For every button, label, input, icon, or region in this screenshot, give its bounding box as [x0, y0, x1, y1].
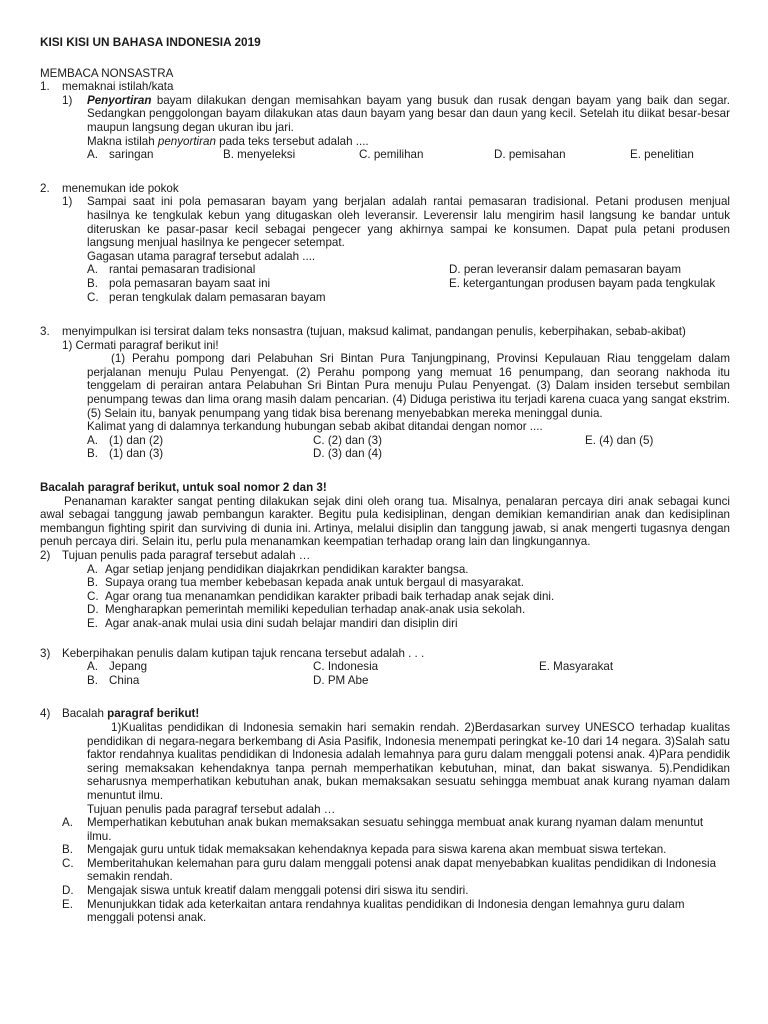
- option-text: Supaya orang tua member kebebasan kepada anak untuk bergaul di masyarakat.: [105, 576, 524, 590]
- passage-text: bayam dilakukan dengan memisahkan bayam yang busuk dan rusak dengan bayam yang baik dan segar. Sedangkan penggolongan bayam dilakukan atas daun bayam yang besar dan daun yang kecil. Setelah itu diikat besar-besar maupun langsung degan ukuran ibu jari.: [87, 93, 730, 134]
- option-d[interactable]: D. (3) dan (4): [313, 447, 382, 461]
- question-number: 3): [40, 646, 51, 660]
- option-letter: A.: [62, 816, 73, 830]
- option-text: peran tengkulak dalam pemasaran bayam: [109, 290, 326, 304]
- term: Penyortiran: [87, 93, 152, 107]
- question-number: 3.: [40, 325, 50, 339]
- option-d[interactable]: D. pemisahan: [494, 148, 566, 162]
- option-text: Memperhatikan kebutuhan anak bukan memaksakan sesuatu sehingga membuat anak kurang nyaman dalam menuntut ilmu.: [87, 816, 704, 843]
- option-e[interactable]: E. Masyarakat: [539, 660, 614, 674]
- option-letter: C.: [62, 856, 74, 870]
- option-e[interactable]: [87, 617, 730, 631]
- option-c[interactable]: [87, 590, 730, 604]
- option-text: Jepang: [109, 660, 148, 674]
- section-heading: MEMBACA NONSASTRA: [40, 66, 174, 80]
- option-letter: E.: [62, 897, 73, 911]
- option-text: Agar setiap jenjang pendidikan diajakrkan pendidikan karakter bangsa.: [105, 562, 469, 576]
- option-text: Mengajak guru untuk tidak memaksakan kehendaknya kepada para siswa karena akan membuat siswa tertekan.: [87, 843, 667, 857]
- document-page: [40, 36, 730, 925]
- reading-block: [40, 481, 730, 549]
- option-text: pola pemasaran bayam saat ini: [109, 276, 271, 290]
- question-2: [40, 182, 730, 304]
- option-d[interactable]: D. peran leveransir dalam pemasaran bayam: [449, 263, 681, 277]
- passage: 1)Kualitas pendidikan di Indonesia semakin hari semakin rendah. 2)Berdasarkan survey UNESCO terhadap kualitas pendidikan di negara-negara berkembang di Asia Pasifik, Indonesia menempati peringkat ke-10 dari 14 negara. 3)Salah satu faktor rendahnya kualitas pendidikan di Indonesia adalah lemahnya para guru dalam menggali potensi anak. 4)Para pendidik sering memaksakan kehendaknya tanpa pernah memperhatikan kebutuhan, minat, dan bakat siswanya. 5).Pendidikan seharusnya memperhatikan kebutuhan anak, bukan memaksakan sesuatu sehingga membuat anak kurang nyaman dalam menuntut ilmu.: [87, 720, 730, 802]
- question-number: 4): [40, 707, 51, 721]
- option-e[interactable]: E. (4) dan (5): [585, 433, 654, 447]
- question-number: 1.: [40, 80, 50, 94]
- option-a[interactable]: [87, 660, 313, 674]
- option-d[interactable]: [62, 884, 730, 898]
- question-prompt: Keberpihakan penulis dalam kutipan tajuk rencana tersebut adalah . . .: [62, 646, 425, 660]
- question-2b: [40, 549, 730, 631]
- option-empty: [539, 674, 699, 688]
- question-number: 2.: [40, 181, 50, 195]
- question-topic: memaknai istilah/kata: [62, 80, 174, 94]
- option-text: Agar orang tua menanamkan pendidikan karakter pribadi baik terhadap anak sejak dini.: [105, 589, 555, 603]
- option-letter: B.: [87, 276, 98, 290]
- prompt-post: pada teks tersebut adalah ....: [215, 134, 369, 148]
- option-letter: B.: [87, 673, 98, 687]
- passage: (1) Perahu pompong dari Pelabuhan Sri Bintan Pura Tanjungpinang, Provinsi Kepulauan Riau tenggelam dalam perjalanan menuju Pulau Penyengat. (2) Perahu pompong yang memuat 16 penumpang, dan seorang nakhoda itu tenggelam di perairan antara Pelabuhan Sri Bintan Pura menuju Pulau Penyengat. (3) Dalam insiden tersebut sembilan penumpang tewas dan lima orang masih dalam pencarian. (4) Diduga peristiwa itu terjadi karena cuaca yang sangat ekstrim. (5) Selain itu, banyak penumpang yang tidak bisa berenang menyebabkan mereka meninggal dunia.: [87, 352, 730, 420]
- option-empty: [585, 447, 745, 461]
- option-d[interactable]: D. PM Abe: [313, 673, 369, 687]
- option-letter: E.: [87, 616, 98, 630]
- option-letter: A.: [87, 148, 98, 162]
- reading-heading: Bacalah paragraf berikut, untuk soal nomor 2 dan 3!: [40, 481, 327, 495]
- sub-number: 1): [62, 195, 73, 209]
- question-3b: [40, 647, 730, 688]
- question-3: [40, 325, 730, 461]
- question-topic: menemukan ide pokok: [62, 181, 179, 195]
- question-1: [40, 80, 730, 162]
- option-letter: C.: [87, 290, 99, 304]
- option-c[interactable]: C. (2) dan (3): [313, 433, 382, 447]
- passage: Sampai saat ini pola pemasaran bayam yang berjalan adalah rantai pemasaran tradisional. Petani produsen menjual hasilnya ke tengkulak kebun yang ditugaskan oleh leveransir. Leverensir lalu mengirim hasil langsung ke bandar untuk diteruskan ke pasar-pasar kecil sebagai pengecer yang akhirnya sampai ke konsumen. Dapat pula petani produsen langsung menjual hasilnya ke pengecer setempat.: [87, 195, 730, 250]
- options: [40, 148, 730, 162]
- option-e[interactable]: [62, 898, 730, 925]
- options: [40, 816, 730, 925]
- option-c[interactable]: C. Indonesia: [313, 660, 379, 674]
- document-title: KISI KISI UN BAHASA INDONESIA 2019: [40, 35, 261, 49]
- option-b[interactable]: [62, 843, 730, 857]
- option-c[interactable]: C. pemilihan: [359, 148, 424, 162]
- option-c[interactable]: [87, 291, 449, 305]
- option-letter: B.: [62, 843, 73, 857]
- lead-bold: paragraf berikut!: [107, 707, 200, 721]
- reading-text: Penanaman karakter sangat penting dilakukan sejak dini oleh orang tua. Misalnya, penalaran percaya diri anak sebagai kunci awal sebagai tanggung jawab pembangun karakter. Begitu pula kedisiplinan, dengan demikian kemandirian anak dan kedisiplinan membangun fighting spirit dan surviving di dunia ini. Artinya, melalui disiplin dan tanggung jawab, si anak mengerti tugasnya dengan penuh percaya diri. Selain itu, perlu pula menanamkan keempatian terhadap orang lain dan lingkungannya.: [40, 494, 730, 549]
- option-text: (1) dan (2): [109, 433, 164, 447]
- option-text: saringan: [109, 148, 154, 162]
- question-4b: [40, 707, 730, 925]
- options: [40, 660, 730, 687]
- option-b[interactable]: [87, 674, 313, 688]
- question-number: 2): [40, 549, 51, 562]
- option-text: Menunjukkan tidak ada keterkaitan antara rendahnya kualitas pendidikan di Indonesia dengan lemahnya guru dalam menggali potensi anak.: [87, 897, 685, 925]
- option-text: Mengharapkan pemerintah memiliki kepedulian terhadap anak-anak usia sekolah.: [105, 603, 526, 617]
- passage: [87, 94, 730, 135]
- option-letter: A.: [87, 562, 98, 576]
- option-text: China: [109, 673, 140, 687]
- question-prompt: Gagasan utama paragraf tersebut adalah ....: [87, 249, 316, 263]
- option-a[interactable]: [87, 263, 449, 277]
- option-letter: A.: [87, 660, 98, 674]
- option-text: rantai pemasaran tradisional: [109, 263, 256, 277]
- options: [40, 263, 730, 304]
- option-text: (1) dan (3): [109, 447, 164, 461]
- option-letter: C.: [87, 589, 99, 603]
- question-topic: menyimpulkan isi tersirat dalam teks nonsastra (tujuan, maksud kalimat, pandangan penulis, keberpihakan, sebab-akibat): [62, 325, 686, 339]
- option-text: Agar anak-anak mulai usia dini sudah belajar mandiri dan disiplin diri: [105, 616, 458, 630]
- option-letter: B.: [87, 447, 98, 461]
- option-b[interactable]: [87, 447, 313, 461]
- options: [40, 434, 730, 461]
- lead-text: Bacalah: [62, 707, 108, 721]
- option-c[interactable]: [62, 857, 730, 884]
- instruction: 1) Cermati paragraf berikut ini!: [62, 338, 219, 352]
- option-letter: A.: [87, 433, 98, 447]
- option-letter: A.: [87, 263, 98, 277]
- prompt-term: penyortiran: [157, 134, 216, 148]
- option-a[interactable]: [62, 816, 730, 843]
- prompt-pre: Makna istilah: [87, 134, 158, 148]
- option-text: Mengajak siswa untuk kreatif dalam menggali potensi diri siswa itu sendiri.: [87, 884, 469, 898]
- sub-number: 1): [62, 93, 73, 107]
- option-a[interactable]: [87, 434, 313, 448]
- option-text: Memberitahukan kelemahan para guru dalam menggali potensi anak dapat menyebabkan kualitas pendidikan di Indonesia semakin rendah.: [87, 856, 717, 884]
- question-prompt: [40, 135, 730, 149]
- option-b[interactable]: B. menyeleksi: [223, 148, 296, 162]
- question-prompt: Kalimat yang di dalamnya terkandung hubungan sebab akibat ditandai dengan nomor ....: [87, 420, 543, 434]
- option-e[interactable]: E. ketergantungan produsen bayam pada tengkulak: [449, 276, 716, 290]
- option-b[interactable]: [87, 277, 449, 291]
- option-a[interactable]: [87, 148, 223, 162]
- option-a[interactable]: [87, 563, 730, 577]
- question-prompt: Tujuan penulis pada paragraf tersebut adalah …: [62, 549, 311, 562]
- options: [40, 563, 730, 631]
- option-letter: D.: [87, 603, 99, 617]
- option-letter: D.: [62, 884, 74, 898]
- option-e[interactable]: E. penelitian: [630, 148, 694, 162]
- option-letter: B.: [87, 576, 98, 590]
- question-prompt: Tujuan penulis pada paragraf tersebut adalah …: [87, 802, 336, 816]
- option-b[interactable]: [87, 576, 730, 590]
- option-d[interactable]: [87, 603, 730, 617]
